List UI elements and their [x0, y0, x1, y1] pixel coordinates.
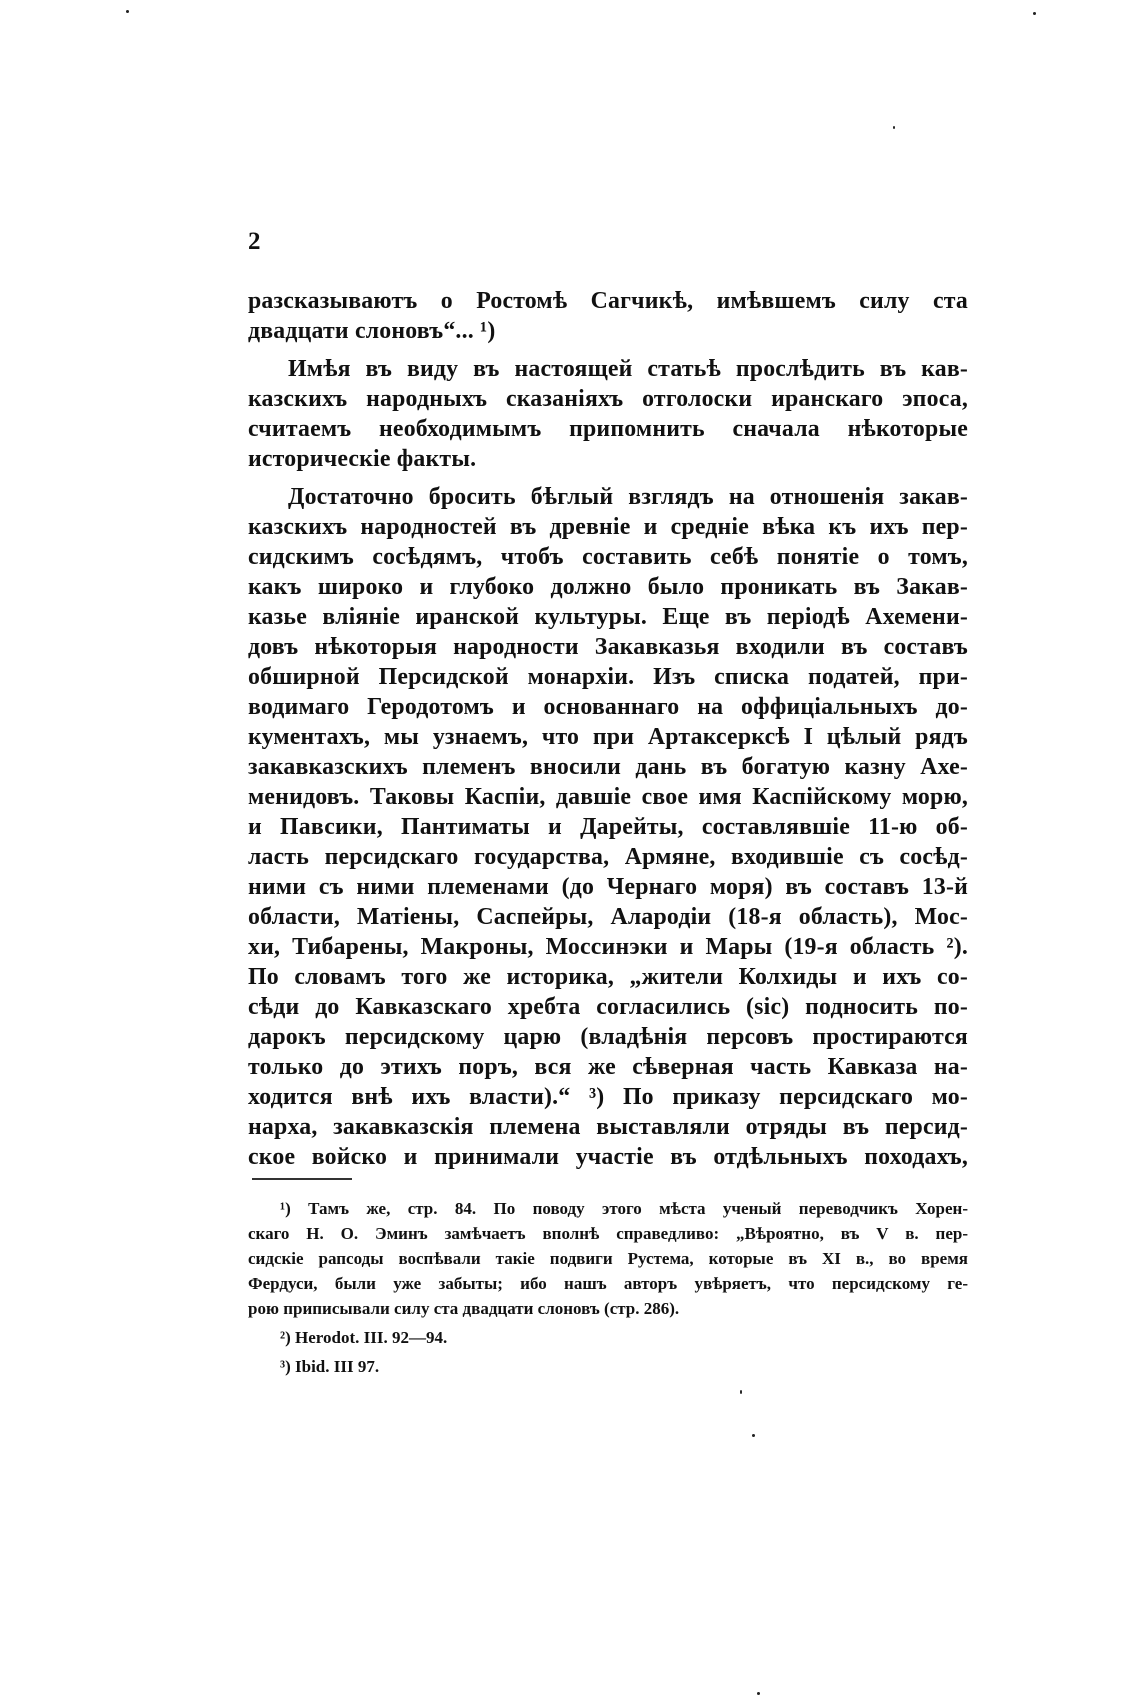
text-line: какъ широко и глубоко должно было проникать въ Закав- [248, 574, 968, 600]
text-line: двадцати слоновъ“... ¹) [248, 318, 496, 344]
text-line: и Павсики, Пантиматы и Дарейты, составлявшіе 11-ю об- [248, 814, 968, 840]
scan-speck [757, 1692, 760, 1695]
text-line: закавказскихъ племенъ вносили дань въ богатую казну Ахе- [248, 754, 968, 780]
page-number: 2 [248, 228, 261, 255]
footnote-3: ³) Ibid. III 97. [280, 1357, 380, 1376]
text-line: дарокъ персидскому царю (владѣнія персовъ простираются [248, 1024, 968, 1050]
scan-speck [752, 1434, 755, 1437]
scan-speck [1033, 12, 1036, 15]
paragraph-gap [248, 474, 968, 482]
text-line: считаемъ необходимымъ припомнить сначала нѣкоторые [248, 416, 968, 442]
text-line: водимаго Геродотомъ и основаннаго на оффиціальныхъ до- [248, 694, 968, 720]
text-line: кументахъ, мы узнаемъ, что при Артаксерксѣ I цѣлый рядъ [248, 724, 968, 750]
text-line: разсказываютъ о Ростомѣ Сагчикѣ, имѣвшемъ силу ста [248, 288, 968, 314]
text-line: обширной Персидской монархіи. Изъ списка податей, при- [248, 664, 968, 690]
text-line: казье вліяніе иранской культуры. Еще въ періодѣ Ахемени- [248, 604, 968, 630]
text-line: сидскимъ сосѣдямъ, чтобъ составить себѣ понятіе о томъ, [248, 544, 968, 570]
text-line: довъ нѣкоторыя народности Закавказья входили въ составъ [248, 634, 968, 660]
footnote-separator [252, 1178, 352, 1180]
footnotes [248, 1196, 968, 1379]
text-line: ходится внѣ ихъ власти).“ ³) По приказу персидскаго мо- [248, 1084, 968, 1110]
footnote-1-line: рою приписывали силу ста двадцати слоновъ (стр. 286). [248, 1299, 680, 1318]
footnote-1-line: Фердуси, были уже забыты; ибо нашъ авторъ увѣряетъ, что персидскому ге- [248, 1274, 968, 1293]
scan-speck [126, 10, 129, 13]
text-line: ласть персидскаго государства, Армяне, входившіе съ сосѣд- [248, 844, 968, 870]
footnote-1-line: скаго Н. О. Эминъ замѣчаетъ вполнѣ справедливо: „Вѣроятно, въ V в. пер- [248, 1224, 968, 1243]
text-line: историческіе факты. [248, 446, 477, 472]
text-line: хи, Тибарены, Макроны, Моссинэки и Мары (19-я область ²). [248, 934, 968, 960]
text-line: менидовъ. Таковы Каспіи, давшіе свое имя Каспійскому морю, [248, 784, 968, 810]
text-line: ними съ ними племенами (до Чернаго моря) въ составъ 13-й [248, 874, 968, 900]
footnote-1-line: сидскіе рапсоды воспѣвали такіе подвиги Рустема, которые въ XI в., во время [248, 1249, 968, 1268]
text-line: Достаточно бросить бѣглый взглядъ на отношенія закав- [288, 484, 968, 510]
text-line: только до этихъ поръ, вся же сѣверная часть Кавказа на- [248, 1054, 968, 1080]
body-text [248, 286, 968, 1172]
scan-speck [893, 126, 895, 129]
text-line: По словамъ того же историка, „жители Колхиды и ихъ со- [248, 964, 968, 990]
text-line: сѣди до Кавказскаго хребта согласились (sic) подносить по- [248, 994, 968, 1020]
scan-speck [740, 1390, 742, 1394]
text-line: казскихъ народностей въ древніе и средніе вѣка къ ихъ пер- [248, 514, 968, 540]
text-line: области, Матіены, Саспейры, Алародіи (18-я область), Мос- [248, 904, 968, 930]
footnote-2: ²) Herodot. III. 92—94. [280, 1328, 448, 1347]
text-line: ское войско и принимали участіе въ отдѣльныхъ походахъ, [248, 1144, 968, 1170]
paragraph-gap [248, 346, 968, 354]
footnote-1-line: ¹) Тамъ же, стр. 84. По поводу этого мѣста ученый переводчикъ Хорен- [280, 1199, 968, 1218]
text-line: нарха, закавказскія племена выставляли отряды въ персид- [248, 1114, 968, 1140]
text-line: Имѣя въ виду въ настоящей статьѣ прослѣдить въ кав- [288, 356, 968, 382]
text-line: казскихъ народныхъ сказаніяхъ отголоски иранскаго эпоса, [248, 386, 968, 412]
